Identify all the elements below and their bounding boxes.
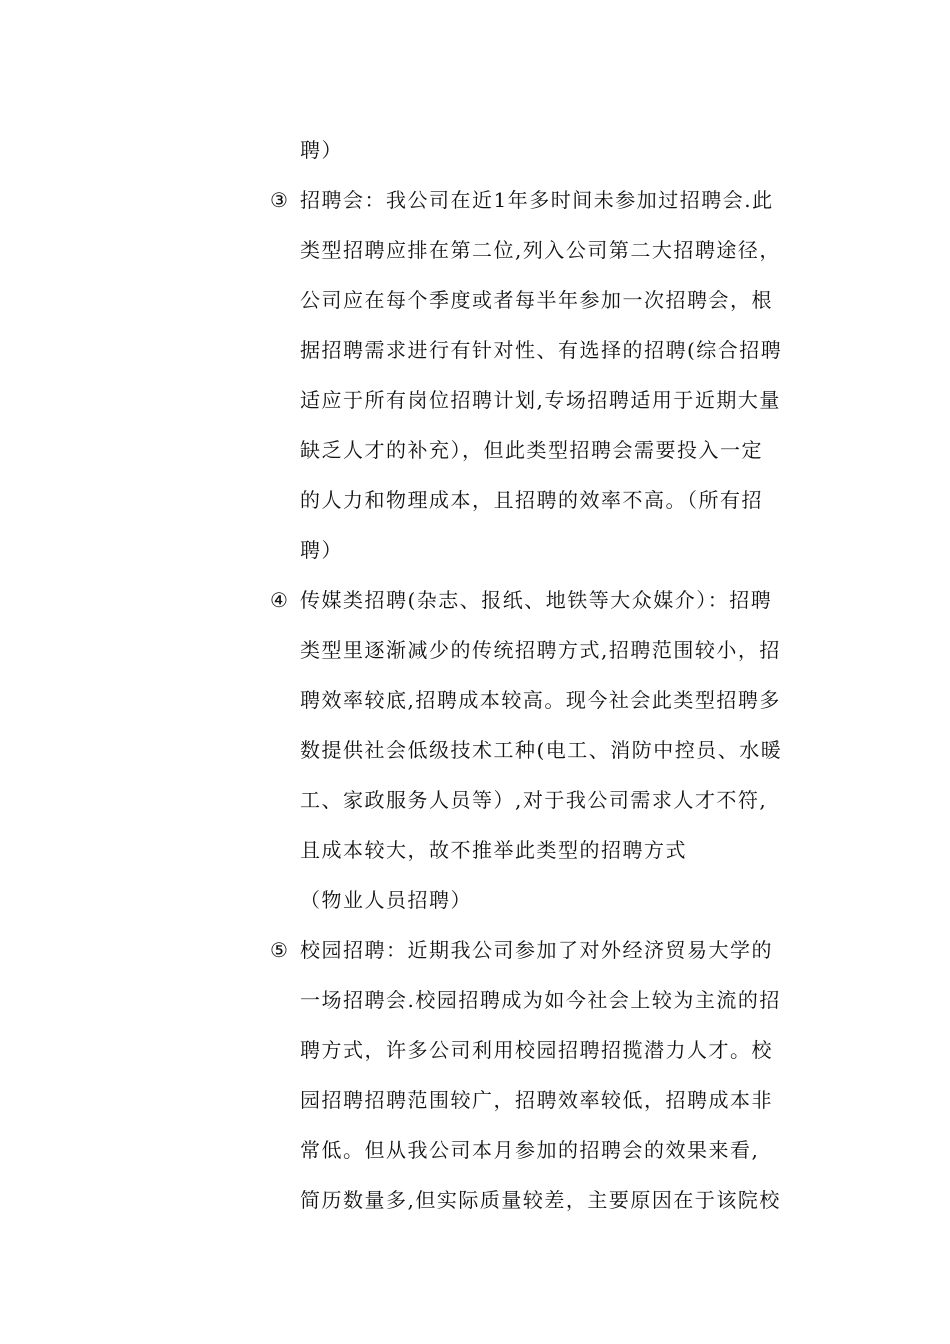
text-line: 校园招聘：近期我公司参加了对外经济贸易大学的 xyxy=(300,938,773,962)
text-line: 缺乏人才的补充），但此类型招聘会需要投入一定 xyxy=(300,438,763,462)
text-line: 传媒类招聘(杂志、报纸、地铁等大众媒介）：招聘 xyxy=(300,588,773,612)
text-line: 简历数量多,但实际质量较差，主要原因在于该院校 xyxy=(300,1188,781,1212)
text-line: （物业人员招聘） xyxy=(300,888,472,912)
text-line: 类型里逐渐减少的传统招聘方式,招聘范围较小，招 xyxy=(300,638,781,662)
text-line: 常低。但从我公司本月参加的招聘会的效果来看, xyxy=(300,1138,760,1162)
text-line: 招聘会：我公司在近1年多时间未参加过招聘会.此 xyxy=(300,188,774,212)
text-line: 园招聘招聘范围较广，招聘效率较低，招聘成本非 xyxy=(300,1088,773,1112)
text-line: 适应于所有岗位招聘计划,专场招聘适用于近期大量 xyxy=(300,388,781,412)
list-marker: ③ xyxy=(270,188,288,212)
text-line: 数提供社会低级技术工种(电工、消防中控员、水暖 xyxy=(300,738,783,762)
text-line: 工、家政服务人员等）,对于我公司需求人才不符, xyxy=(300,788,768,812)
text-line: 且成本较大，故不推举此类型的招聘方式 xyxy=(300,838,687,862)
text-line: 类型招聘应排在第二位,列入公司第二大招聘途径， xyxy=(300,238,781,262)
text-line: 的人力和物理成本，且招聘的效率不高。（所有招 xyxy=(300,488,763,512)
list-marker: ④ xyxy=(270,588,288,612)
text-line: 据招聘需求进行有针对性、有选择的招聘(综合招聘 xyxy=(300,338,783,362)
text-line: 一场招聘会.校园招聘成为如今社会上较为主流的招 xyxy=(300,988,781,1012)
text-line: 聘） xyxy=(300,138,343,162)
text-line: 公司应在每个季度或者每半年参加一次招聘会，根 xyxy=(300,288,773,312)
list-marker: ⑤ xyxy=(270,938,288,962)
text-line: 聘效率较底,招聘成本较高。现今社会此类型招聘多 xyxy=(300,688,781,712)
text-line: 聘方式，许多公司利用校园招聘招揽潜力人才。校 xyxy=(300,1038,773,1062)
text-line: 聘） xyxy=(300,538,343,562)
